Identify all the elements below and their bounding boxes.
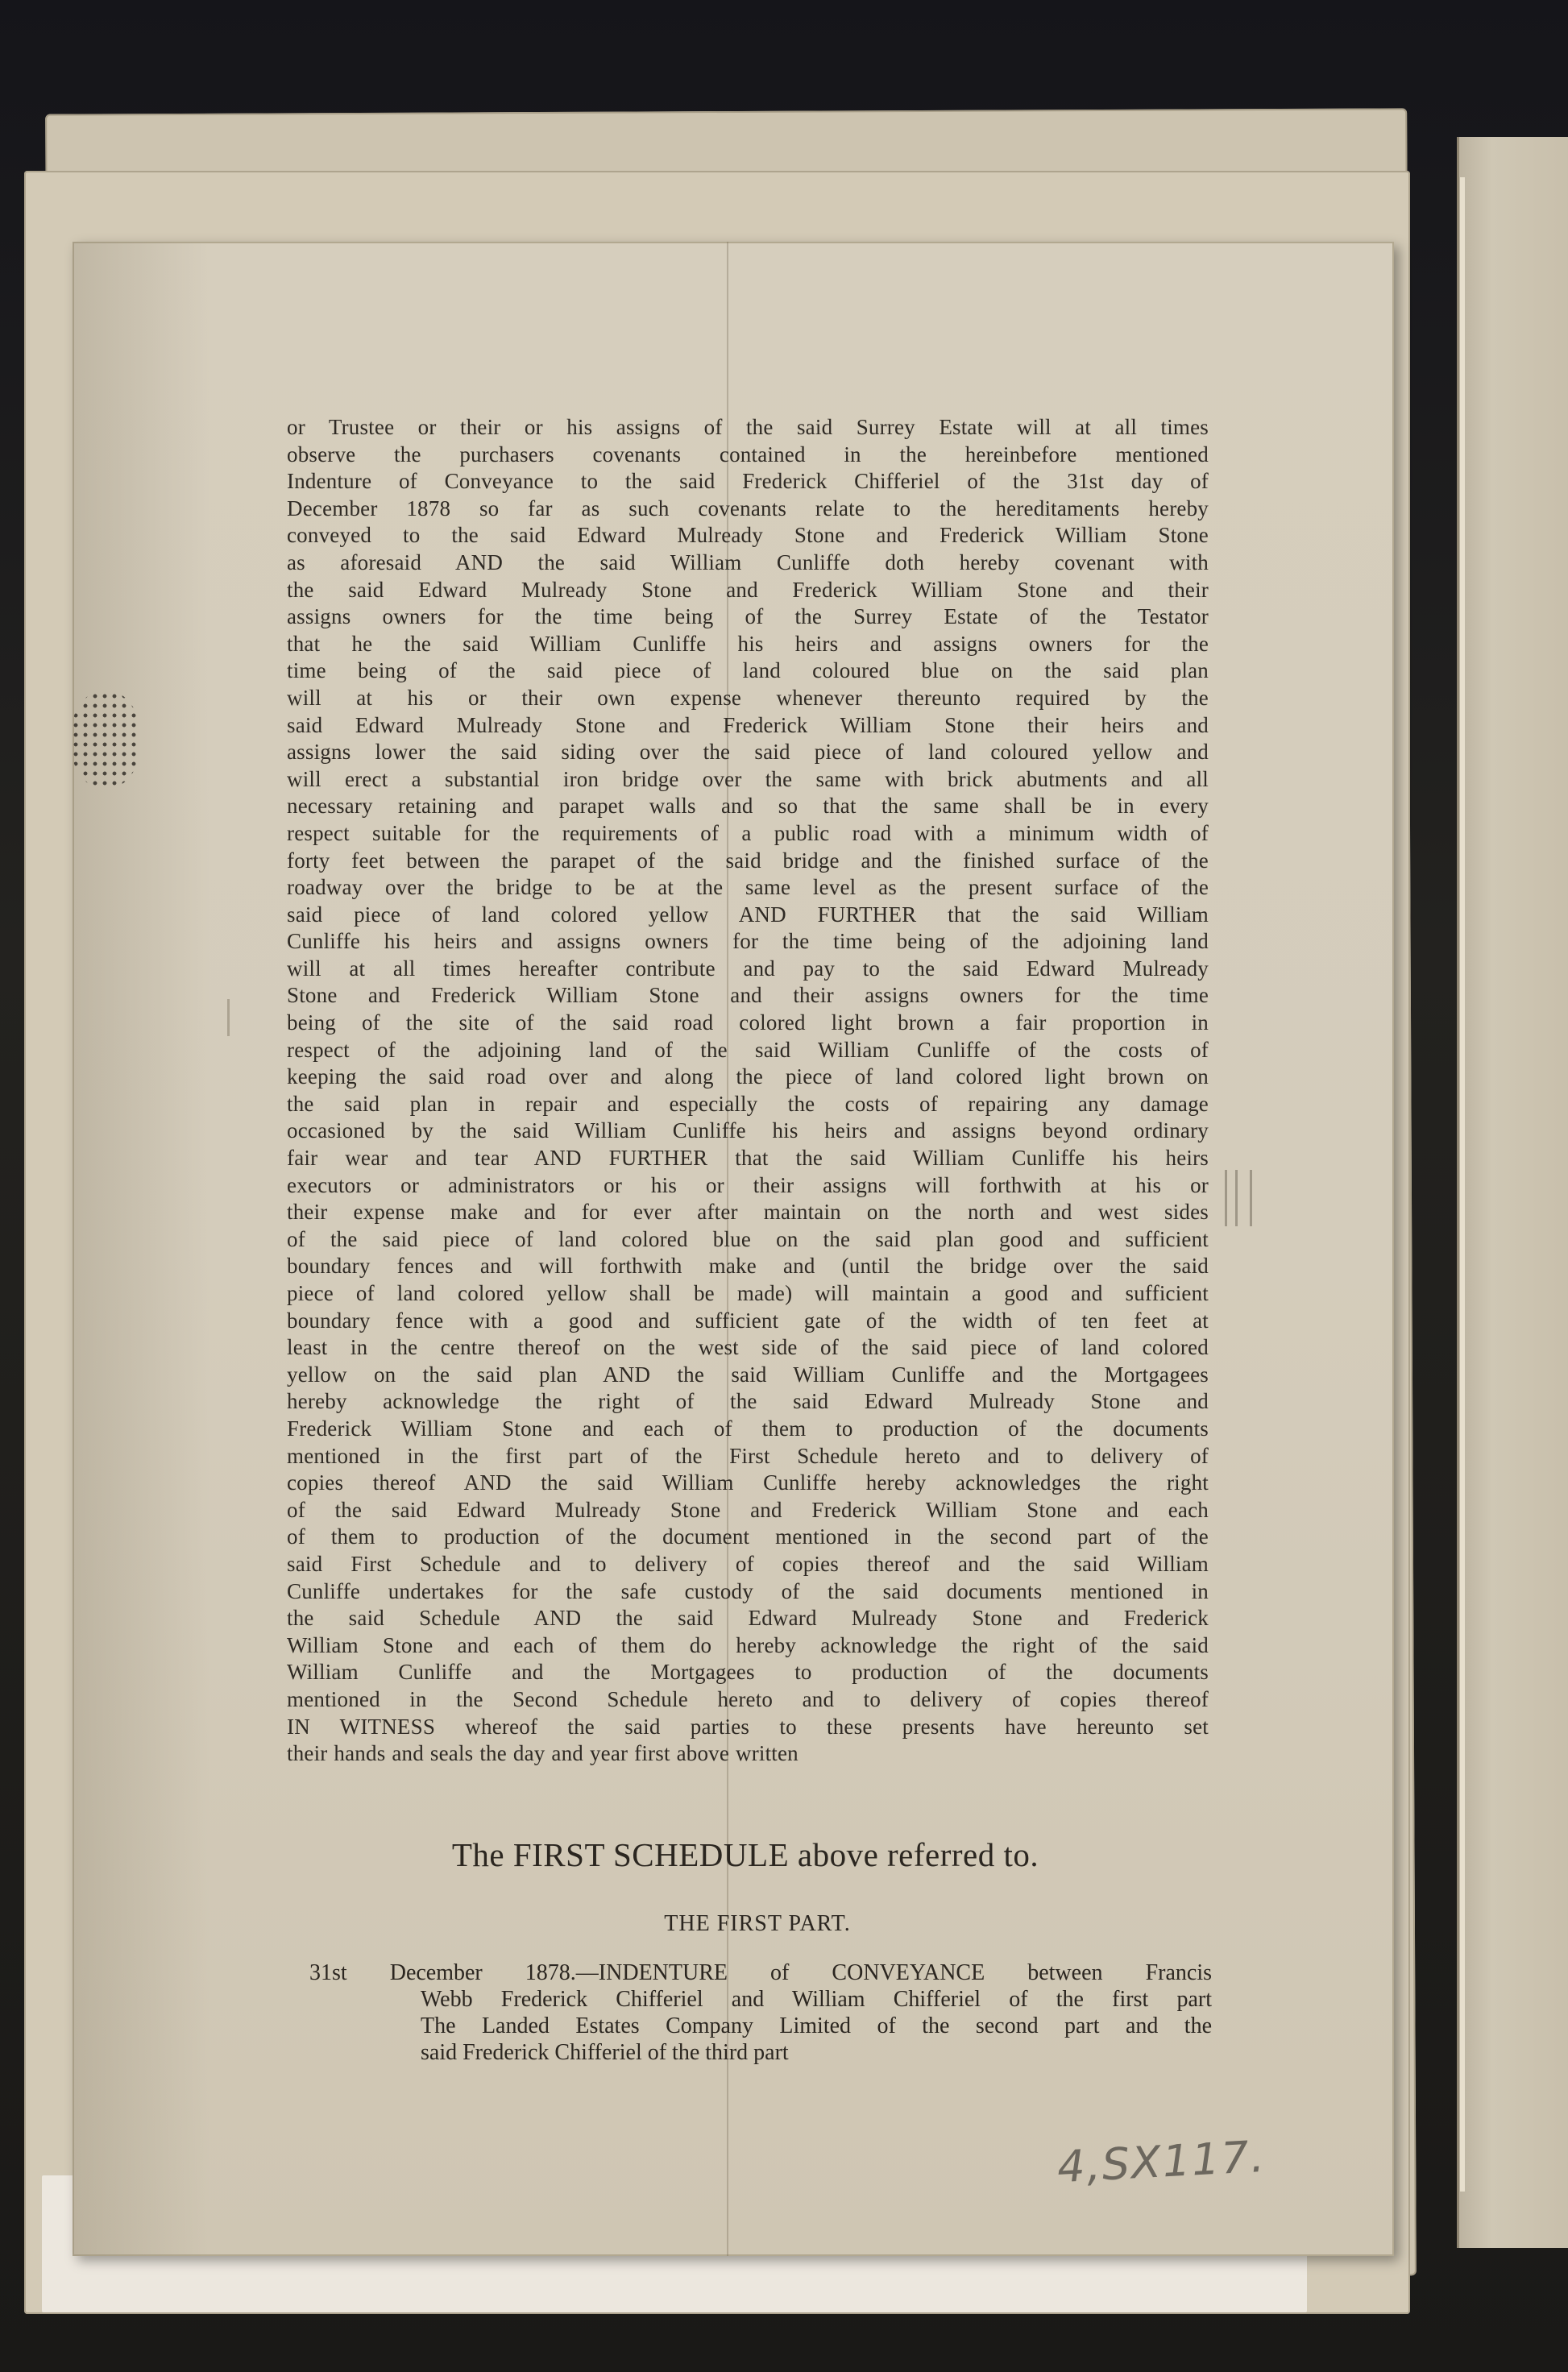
body-line: that he the said William Cunliffe his heirs and assigns owners for the (287, 631, 1209, 656)
body-line: Frederick William Stone and each of them to production of the documents (287, 1416, 1209, 1441)
body-line: December 1878 so far as such covenants relate to the hereditaments hereby (287, 496, 1209, 520)
body-line: of the said piece of land colored blue on the said plan good and sufficient (287, 1226, 1209, 1251)
entry-line: said Frederick Chifferiel of the third part (421, 2040, 789, 2065)
body-line: Indenture of Conveyance to the said Frederick Chifferiel of the 31st day of (287, 469, 1209, 494)
body-line: assigns owners for the time being of the Surrey Estate of the Testator (287, 604, 1209, 629)
adjacent-page-edge (1460, 177, 1465, 2192)
body-line: necessary retaining and parapet walls and so that the same shall be in every (287, 794, 1209, 819)
body-line: keeping the said road over and along the piece of land colored light brown on (287, 1064, 1209, 1089)
body-line: said piece of land colored yellow AND FURTHER that the said William (287, 902, 1209, 927)
body-line: roadway over the bridge to be at the same level as the present surface of the (287, 875, 1209, 900)
schedule-entry (309, 1959, 1212, 2066)
body-line: said First Schedule and to delivery of copies thereof and the said William (287, 1551, 1209, 1576)
entry-line: The Landed Estates Company Limited of the second part and the (421, 2013, 1212, 2038)
body-line: respect of the adjoining land of the said William Cunliffe of the costs of (287, 1037, 1209, 1062)
body-line: their hands and seals the day and year first above written (287, 1741, 799, 1766)
body-line: the said Schedule AND the said Edward Mulready Stone and Frederick (287, 1606, 1209, 1631)
pencil-mark (227, 999, 241, 1036)
body-line: their expense make and for ever after maintain on the north and west sides (287, 1200, 1209, 1225)
deed-body-text (287, 414, 1209, 1768)
body-line: Cunliffe undertakes for the safe custody of the said documents mentioned in (287, 1578, 1209, 1603)
body-line: William Stone and each of them do hereby acknowledge the right of the said (287, 1632, 1209, 1657)
body-line: being of the site of the said road colored light brown a fair proportion in (287, 1010, 1209, 1035)
body-line: executors or administrators or his or their assigns will forthwith at his or (287, 1172, 1209, 1197)
body-line: said Edward Mulready Stone and Frederick William Stone their heirs and (287, 712, 1209, 737)
body-line: will erect a substantial iron bridge over the same with brick abutments and all (287, 766, 1209, 791)
body-line: time being of the said piece of land coloured blue on the said plan (287, 658, 1209, 683)
body-line: of them to production of the document mentioned in the second part of the (287, 1524, 1209, 1549)
perforation-stamp (71, 691, 140, 788)
body-line: fair wear and tear AND FURTHER that the said William Cunliffe his heirs (287, 1146, 1209, 1171)
body-line: or Trustee or their or his assigns of the said Surrey Estate will at all times (287, 415, 1209, 439)
body-line: mentioned in the first part of the First Schedule hereto and to delivery of (287, 1443, 1209, 1468)
margin-tally-mark (1225, 1170, 1252, 1226)
body-line: Cunliffe his heirs and assigns owners for the time being of the adjoining land (287, 929, 1209, 954)
pencil-reference-number: 4,SX117. (1056, 2130, 1267, 2193)
body-line: will at all times hereafter contribute and pay to the said Edward Mulready (287, 956, 1209, 981)
body-line: the said Edward Mulready Stone and Frederick William Stone and their (287, 577, 1209, 602)
body-line: the said plan in repair and especially the costs of repairing any damage (287, 1091, 1209, 1116)
schedule-heading: The FIRST SCHEDULE above referred to. (451, 1836, 1039, 1873)
body-line: boundary fences and will forthwith make and (until the bridge over the said (287, 1254, 1209, 1279)
body-line: observe the purchasers covenants contained in the hereinbefore mentioned (287, 442, 1209, 467)
entry-line: Webb Frederick Chifferiel and William Chifferiel of the first part (421, 1987, 1212, 2012)
part-heading: THE FIRST PART. (664, 1911, 851, 1936)
body-line: occasioned by the said William Cunliffe his heirs and assigns beyond ordinary (287, 1118, 1209, 1143)
body-line: forty feet between the parapet of the said bridge and the finished surface of the (287, 848, 1209, 873)
body-line: William Cunliffe and the Mortgagees to production of the documents (287, 1660, 1209, 1685)
body-line: conveyed to the said Edward Mulready Stone and Frederick William Stone (287, 523, 1209, 548)
body-line: boundary fence with a good and sufficient gate of the width of ten feet at (287, 1308, 1209, 1333)
body-line: Stone and Frederick William Stone and their assigns owners for the time (287, 983, 1209, 1008)
body-line: will at his or their own expense whenever thereunto required by the (287, 685, 1209, 710)
body-line: assigns lower the said siding over the said piece of land coloured yellow and (287, 740, 1209, 765)
body-line: as aforesaid AND the said William Cunliffe doth hereby covenant with (287, 549, 1209, 574)
body-line: least in the centre thereof on the west side of the said piece of land colored (287, 1335, 1209, 1360)
body-line: piece of land colored yellow shall be made) will maintain a good and sufficient (287, 1281, 1209, 1305)
body-line: copies thereof AND the said William Cunliffe hereby acknowledges the right (287, 1470, 1209, 1495)
body-line: mentioned in the Second Schedule hereto and to delivery of copies thereof (287, 1686, 1209, 1711)
body-line: yellow on the said plan AND the said William Cunliffe and the Mortgagees (287, 1362, 1209, 1387)
body-line: respect suitable for the requirements of a public road with a minimum width of (287, 820, 1209, 845)
body-line: hereby acknowledge the right of the said Edward Mulready Stone and (287, 1389, 1209, 1414)
body-line: of the said Edward Mulready Stone and Frederick William Stone and each (287, 1497, 1209, 1522)
adjacent-page (1457, 137, 1568, 2248)
entry-line: 31st December 1878.—INDENTURE of CONVEYANCE between Francis (309, 1960, 1212, 1985)
body-line: IN WITNESS whereof the said parties to these presents have hereunto set (287, 1714, 1209, 1739)
